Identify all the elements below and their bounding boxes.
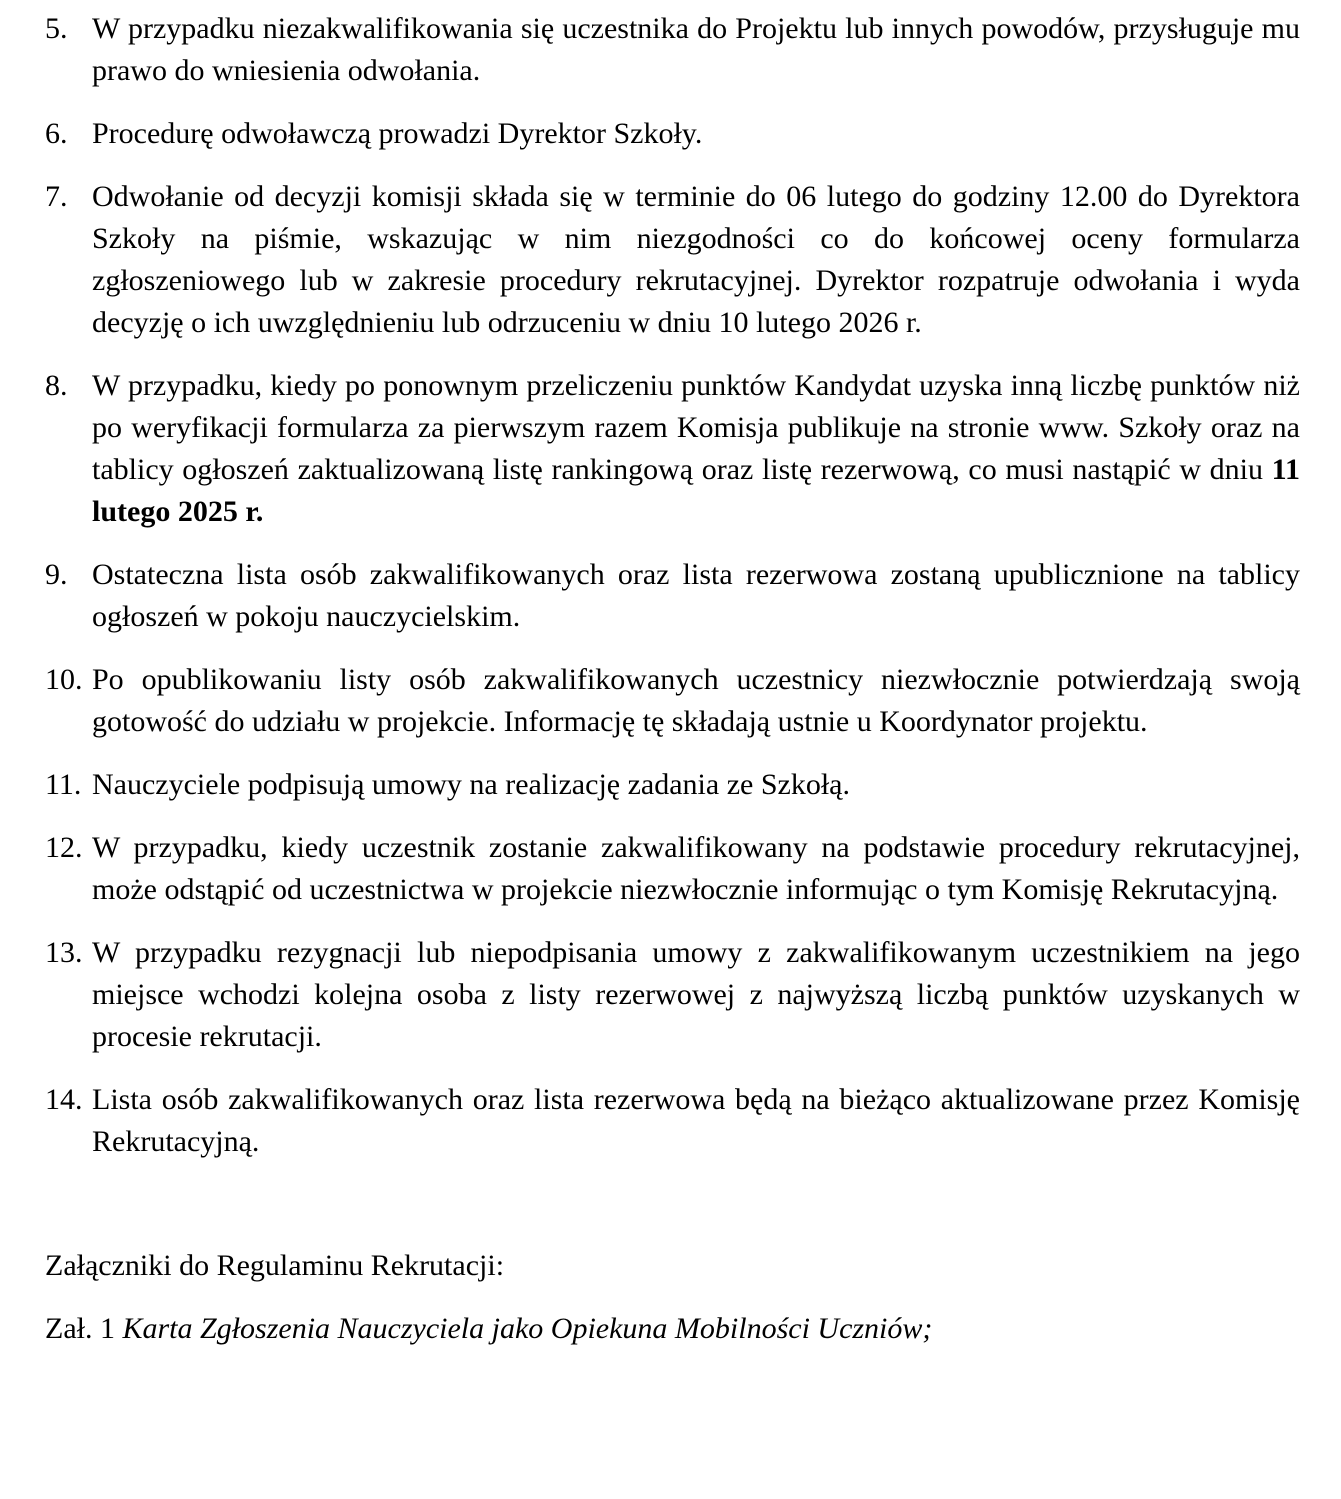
list-item-text [92,176,1300,344]
list-item-number: 6. [45,117,68,150]
list-item-text [92,365,1300,533]
list-item-6 [45,113,1300,155]
list-item-text [92,827,1300,911]
list-item-text [92,1079,1300,1163]
list-item-number: 13. [45,936,83,969]
list-item-number: 8. [45,369,68,402]
list-item-number: 14. [45,1083,83,1116]
list-item-text-run: Nauczyciele podpisują umowy na realizację zadania ze Szkołą. [92,768,850,801]
list-item-text [92,932,1300,1058]
attachment-entry [45,1308,1300,1350]
list-item-text-run: W przypadku rezygnacji lub niepodpisania umowy z zakwalifikowanym uczestnikiem na jego miejsce wchodzi kolejna osoba z listy rezerwowej z najwyższą liczbą punktów uzyskanych w procesie rekrutacji. [92,936,1300,1053]
list-item-12 [45,827,1300,911]
list-item-text-run: W przypadku, kiedy po ponownym przeliczeniu punktów Kandydat uzyska inną liczbę punktów niż po weryfikacji formularza za pierwszym razem Komisja publikuje na stronie www. Szkoły oraz na tablicy ogłoszeń zaktualizowaną listę rankingową oraz listę rezerwową, co musi nastąpić w dniu [92,369,1300,486]
list-item-number: 9. [45,558,68,591]
list-item-text [92,8,1300,92]
list-item-text-run: Procedurę odwoławczą prowadzi Dyrektor Szkoły. [92,117,703,150]
list-item-text [92,554,1300,638]
list-item-number: 5. [45,12,68,45]
list-item-10 [45,659,1300,743]
numbered-list [45,8,1300,1163]
attachments-heading: Załączniki do Regulaminu Rekrutacji: [45,1249,505,1282]
attachment-entry-title-italic: Karta Zgłoszenia Nauczyciela jako Opiekuna Mobilności Uczniów; [122,1312,933,1345]
list-item-11 [45,764,1300,806]
list-item-8 [45,365,1300,533]
list-item-text [92,659,1300,743]
list-item-13 [45,932,1300,1058]
list-item-text-run: W przypadku niezakwalifikowania się uczestnika do Projektu lub innych powodów, przysługuje mu prawo do wniesienia odwołania. [92,12,1300,87]
list-item-number: 10. [45,663,83,696]
list-item-text-run: Lista osób zakwalifikowanych oraz lista rezerwowa będą na bieżąco aktualizowane przez Komisję Rekrutacyjną. [92,1083,1300,1158]
list-item-text-run: W przypadku, kiedy uczestnik zostanie zakwalifikowany na podstawie procedury rekrutacyjnej, może odstąpić od uczestnictwa w projekcie niezwłocznie informując o tym Komisję Rekrutacyjną. [92,831,1300,906]
list-item-text [92,113,1300,155]
list-item-text-run: Odwołanie od decyzji komisji składa się w terminie do 06 lutego do godziny 12.00 do Dyrektora Szkoły na piśmie, wskazując w nim niezgodności co do końcowej oceny formularza zgłoszeniowego lub w zakresie procedury rekrutacyjnej. Dyrektor rozpatruje odwołania i wyda decyzję o ich uwzględnieniu lub odrzuceniu w dniu 10 lutego 2026 r. [92,180,1300,339]
attachments-section [45,1245,1300,1350]
list-item-text [92,764,1300,806]
list-item-5 [45,8,1300,92]
list-item-number: 12. [45,831,83,864]
list-item-text-run: Po opublikowaniu listy osób zakwalifikowanych uczestnicy niezwłocznie potwierdzają swoją gotowość do udziału w projekcie. Informację tę składają ustnie u Koordynator projektu. [92,663,1300,738]
deadline-date-bold: 11 lutego 2025 r. [92,453,1300,528]
list-item-number: 11. [45,768,82,801]
list-item-number: 7. [45,180,68,213]
list-item-9 [45,554,1300,638]
list-item-14 [45,1079,1300,1163]
attachment-entry-prefix: Zał. 1 [45,1312,123,1345]
list-item-7 [45,176,1300,344]
list-item-text-run: Ostateczna lista osób zakwalifikowanych oraz lista rezerwowa zostaną upublicznione na tablicy ogłoszeń w pokoju nauczycielskim. [92,558,1300,633]
